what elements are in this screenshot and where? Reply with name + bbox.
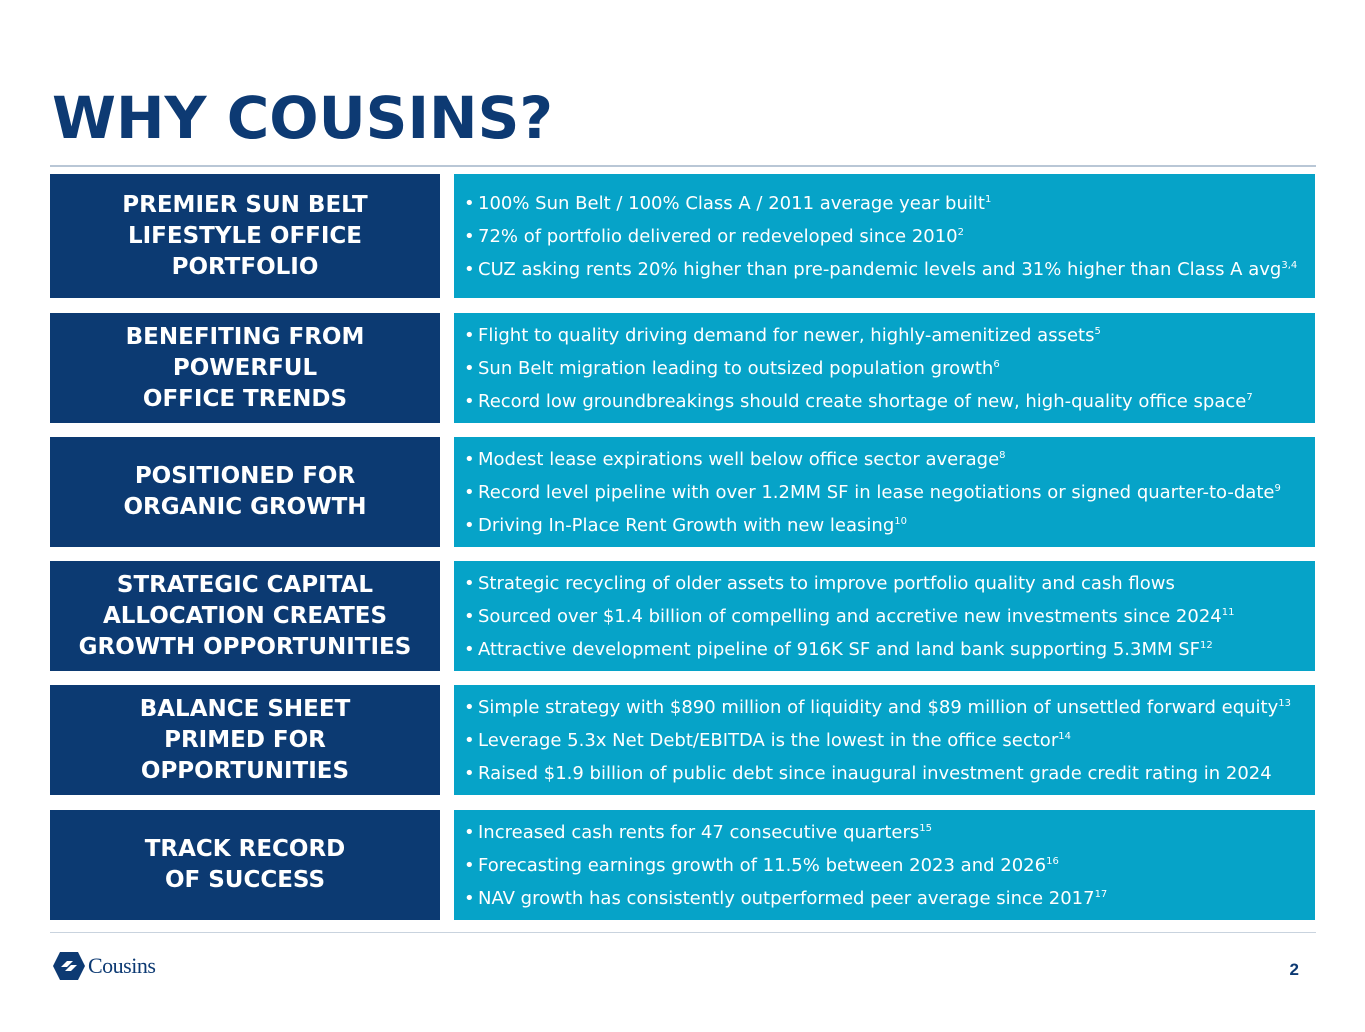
bullet-item <box>464 352 1315 385</box>
footnote-ref: 6 <box>993 358 1000 370</box>
bullet-text: Sun Belt migration leading to outsized population growth <box>478 357 994 379</box>
bullet-dot-icon: • <box>464 729 475 751</box>
bullet-item <box>464 509 1315 542</box>
footnote-ref: 15 <box>919 822 932 834</box>
bullet-text: Driving In-Place Rent Growth with new leasing <box>478 514 895 536</box>
bullet-item <box>464 220 1315 253</box>
bullet-text: Record level pipeline with over 1.2MM SF in lease negotiations or signed quarter-to-date <box>478 481 1275 503</box>
page-number: 2 <box>1289 960 1299 979</box>
logo-wordmark: Cousins <box>88 953 156 978</box>
row-heading-box <box>50 313 440 423</box>
bullet-item <box>464 253 1315 286</box>
bullet-text: Record low groundbreakings should create shortage of new, high-quality office space <box>478 390 1247 412</box>
bullet-dot-icon: • <box>464 514 475 536</box>
bullet-dot-icon: • <box>464 324 475 346</box>
footer-divider <box>50 932 1316 933</box>
bullet-text: Forecasting earnings growth of 11.5% between 2023 and 2026 <box>478 854 1047 876</box>
row-heading-box <box>50 561 440 671</box>
bullet-item <box>464 882 1315 915</box>
bullet-dot-icon: • <box>464 390 475 412</box>
cousins-logo <box>52 950 155 982</box>
footnote-ref: 8 <box>999 449 1006 461</box>
footnote-ref: 1 <box>984 193 992 205</box>
page-title: WHY COUSINS? <box>52 84 553 152</box>
row-heading-box <box>50 810 440 920</box>
footnote-ref: 12 <box>1200 639 1213 651</box>
bullet-dot-icon: • <box>464 225 475 247</box>
bullet-item <box>464 691 1315 724</box>
row-heading: BENEFITING FROM POWERFUL OFFICE TRENDS <box>125 323 365 412</box>
row-heading-box <box>50 174 440 298</box>
row-heading: STRATEGIC CAPITAL ALLOCATION CREATES GROWTH OPPORTUNITIES <box>78 571 412 660</box>
bullet-text: Modest lease expirations well below office sector average <box>478 448 1000 470</box>
footnote-ref: 11 <box>1221 606 1235 618</box>
bullet-text: Attractive development pipeline of 916K SF and land bank supporting 5.3MM SF <box>478 638 1201 660</box>
bullet-text: Increased cash rents for 47 consecutive quarters <box>478 821 920 843</box>
row-bullets-box <box>454 174 1315 298</box>
bullet-item <box>464 567 1315 600</box>
bullet-item <box>464 849 1315 882</box>
footnote-ref: 17 <box>1094 888 1108 900</box>
bullet-item <box>464 385 1315 418</box>
bullet-dot-icon: • <box>464 258 475 280</box>
bullet-item <box>464 600 1315 633</box>
row-heading: POSITIONED FOR ORGANIC GROWTH <box>123 463 367 520</box>
row-6 <box>50 810 1315 920</box>
bullet-dot-icon: • <box>464 448 475 470</box>
bullet-dot-icon: • <box>464 638 475 660</box>
bullet-dot-icon: • <box>464 605 475 627</box>
bullet-text: Simple strategy with $890 million of liquidity and $89 million of unsettled forward equity <box>478 696 1279 718</box>
bullet-item <box>464 757 1315 790</box>
footnote-ref: 9 <box>1274 482 1281 494</box>
row-bullets-box <box>454 313 1315 423</box>
row-heading-box <box>50 685 440 795</box>
footnote-ref: 7 <box>1246 391 1253 403</box>
row-bullets-box <box>454 810 1315 920</box>
bullet-text: Strategic recycling of older assets to improve portfolio quality and cash flows <box>478 572 1175 594</box>
bullet-text: 72% of portfolio delivered or redeveloped since 2010 <box>478 225 958 247</box>
footnote-ref: 3,4 <box>1281 259 1298 271</box>
bullet-text: CUZ asking rents 20% higher than pre-pandemic levels and 31% higher than Class A avg <box>478 258 1282 280</box>
bullet-item <box>464 443 1315 476</box>
bullet-dot-icon: • <box>464 192 475 214</box>
bullet-dot-icon: • <box>464 821 475 843</box>
footnote-ref: 16 <box>1046 855 1059 867</box>
bullet-item <box>464 319 1315 352</box>
bullet-text: Leverage 5.3x Net Debt/EBITDA is the lowest in the office sector <box>478 729 1059 751</box>
bullet-dot-icon: • <box>464 887 475 909</box>
bullet-dot-icon: • <box>464 762 475 784</box>
footnote-ref: 2 <box>957 226 965 238</box>
row-5 <box>50 685 1315 795</box>
row-heading: PREMIER SUN BELT LIFESTYLE OFFICE PORTFOLIO <box>122 191 368 280</box>
footnote-ref: 14 <box>1058 730 1071 742</box>
row-2 <box>50 313 1315 423</box>
bullet-item <box>464 476 1315 509</box>
row-4 <box>50 561 1315 671</box>
row-bullets-box <box>454 561 1315 671</box>
bullet-item <box>464 724 1315 757</box>
footnote-ref: 5 <box>1094 325 1101 337</box>
bullet-text: 100% Sun Belt / 100% Class A / 2011 average year built <box>478 192 985 214</box>
row-heading: TRACK RECORD OF SUCCESS <box>144 836 346 893</box>
row-1 <box>50 174 1315 298</box>
row-heading: BALANCE SHEET PRIMED FOR OPPORTUNITIES <box>139 695 351 784</box>
row-3 <box>50 437 1315 547</box>
bullet-dot-icon: • <box>464 854 475 876</box>
bullet-text: Flight to quality driving demand for newer, highly-amenitized assets <box>478 324 1095 346</box>
bullet-dot-icon: • <box>464 572 475 594</box>
bullet-item <box>464 187 1315 220</box>
bullet-text: NAV growth has consistently outperformed peer average since 2017 <box>478 887 1095 909</box>
title-divider <box>50 165 1316 167</box>
bullet-item <box>464 816 1315 849</box>
bullet-text: Sourced over $1.4 billion of compelling and accretive new investments since 2024 <box>478 605 1222 627</box>
bullet-dot-icon: • <box>464 696 475 718</box>
bullet-dot-icon: • <box>464 357 475 379</box>
bullet-text: Raised $1.9 billion of public debt since inaugural investment grade credit rating in 2024 <box>478 762 1272 784</box>
footnote-ref: 10 <box>894 515 907 527</box>
cousins-logo-icon <box>52 950 86 982</box>
row-heading-box <box>50 437 440 547</box>
row-bullets-box <box>454 685 1315 795</box>
footnote-ref: 13 <box>1278 697 1291 709</box>
row-bullets-box <box>454 437 1315 547</box>
bullet-dot-icon: • <box>464 481 475 503</box>
bullet-item <box>464 633 1315 666</box>
